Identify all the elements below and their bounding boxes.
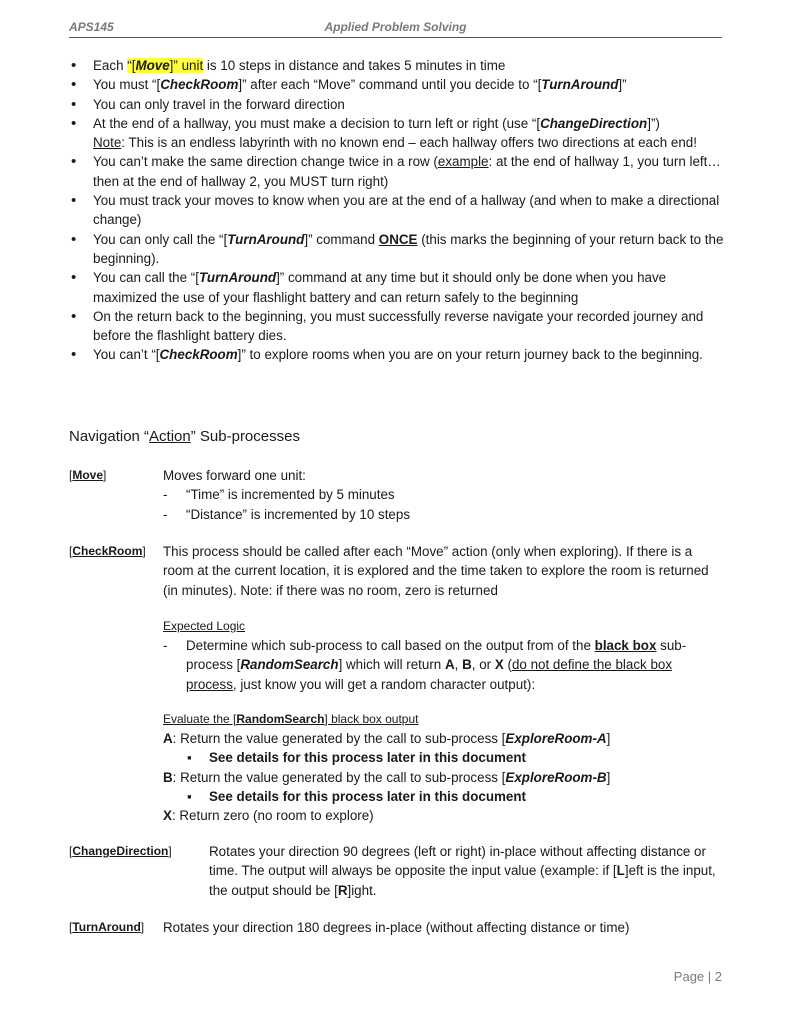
list-item: • At the end of a hallway, you must make a decision to turn left or right (use “[ChangeDirection]”) Note: This is an endless labyrinth with no known end – each hallway offers two directions at each end! <box>69 114 724 153</box>
changedirection-label: [ChangeDirection] <box>69 844 172 858</box>
checkroom-label: [CheckRoom] <box>69 544 146 558</box>
turnaround-label: [TurnAround] <box>69 920 145 934</box>
checkroom-description: This process should be called after each “Move” action (only when exploring). If there is a room at the current location, it is explored and the time taken to explore the room is returned (in minutes). Note: if there was no room, zero is returned <box>163 544 709 598</box>
expected-logic <box>163 617 723 694</box>
course-title: Applied Problem Solving <box>324 20 467 34</box>
case-a: A: Return the value generated by the call to sub-process [ExploreRoom-A] <box>163 731 611 746</box>
page-header <box>69 19 722 38</box>
list-item: • You can only travel in the forward direction <box>69 95 724 114</box>
evaluation-heading: Evaluate the [RandomSearch] black box output <box>163 712 419 726</box>
move-description: Moves forward one unit: - “Time” is incremented by 5 minutes - “Distance” is incremented by 10 steps <box>163 466 723 524</box>
list-item: • You can only call the “[TurnAround]” command ONCE (this marks the beginning of your return back to the beginning). <box>69 230 724 269</box>
list-item: • You can’t make the same direction change twice in a row (example: at the end of hallway 1, you turn left… then at the end of hallway 2, you MUST turn right) <box>69 152 724 191</box>
list-item: ▪ See details for this process later in this document <box>163 748 723 767</box>
list-item: • You must “[CheckRoom]” after each “Move” command until you decide to “[TurnAround]” <box>69 75 724 94</box>
randomsearch-evaluation <box>163 710 723 825</box>
move-label: [Move] <box>69 468 107 482</box>
list-item: - Determine which sub-process to call based on the output from of the black box sub-process [RandomSearch] which will return A, B, or X (do not define the black box process, just know you will get a random character output): <box>163 636 723 694</box>
list-item: • Each “[Move]” unit is 10 steps in distance and takes 5 minutes in time <box>69 56 724 75</box>
highlighted-move-unit: “[Move]” unit <box>127 58 204 73</box>
list-item: • On the return back to the beginning, you must successfully reverse navigate your recorded journey and before the flashlight battery dies. <box>69 307 724 346</box>
course-code: APS145 <box>69 20 114 34</box>
expected-logic-heading: Expected Logic <box>163 619 246 633</box>
case-x: X: Return zero (no room to explore) <box>163 808 374 824</box>
changedirection-description: Rotates your direction 90 degrees (left or right) in-place without affecting distance or time. The output will always be opposite the input value (example: if [L]eft is the input, the output should be [R]ight. <box>209 844 716 898</box>
section-heading: Navigation “Action” Sub-processes <box>69 428 300 445</box>
list-item: • You must track your moves to know when you are at the end of a hallway (and when to make a directional change) <box>69 191 724 230</box>
list-item: ▪ See details for this process later in this document <box>163 787 723 806</box>
list-item: • You can call the “[TurnAround]” command at any time but it should only be done when you have maximized the use of your flashlight battery and can return safely to the beginning <box>69 268 724 307</box>
turnaround-description: Rotates your direction 180 degrees in-place (without affecting distance or time) <box>163 920 630 935</box>
rules-list <box>69 56 724 365</box>
list-item: - “Distance” is incremented by 10 steps <box>163 505 723 524</box>
list-item: • You can’t “[CheckRoom]” to explore rooms when you are on your return journey back to the beginning. <box>69 345 724 364</box>
case-b: B: Return the value generated by the call to sub-process [ExploreRoom-B] <box>163 769 611 785</box>
list-item: - “Time” is incremented by 5 minutes <box>163 485 723 504</box>
page-number: Page | 2 <box>673 969 722 984</box>
